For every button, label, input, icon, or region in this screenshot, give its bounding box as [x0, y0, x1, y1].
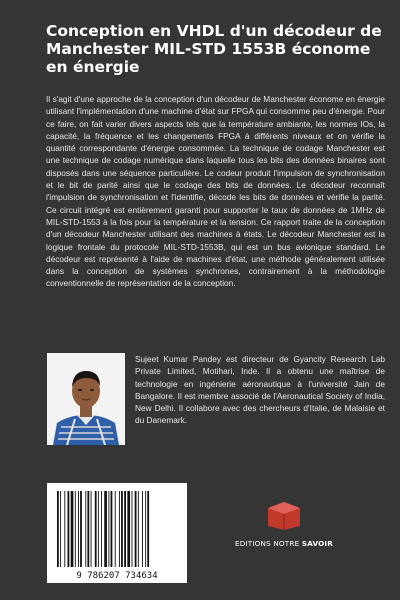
- book-summary: Il s'agit d'une approche de la conception d'un décodeur de Manchester économe en énergie utilisant l'implémentation d'une machine d'état sur FPGA qui consomme peu d'énergie. Pour ce faire, on fait varier divers aspects tels que la température ambiante, les normes IOs, la capacité, la fréquence et les changements FPGA à différents niveaux et on vérifie la quantité correspondante d'énergie consommée. La technique de codage Manchester est une technique de codage numérique dans laquelle tous les bits des données binaires sont disposés dans une séquence particulière. Le codeur produit l'impulsion de synchronisation et le bit de parité ainsi que le codage des bits de données. Le décodeur reconnaît l'impulsion de synchronisation et l'identifie, décode les bits de données et vérifie la parité. Ce circuit intégré est entièrement garanti pour supporter le taux de données de 1MHz de MIL-STD-1553 à la fois pour la température et la tension. Ce rapport traite de la conception d'un décodeur Manchester utilisant des machines à états. Le décodeur Manchester est la logique frontale du protocole MIL-STD-1553B, qui est un bus avionique standard. Le décodeur est représenté à l'aide de machines d'état, une méthode généralement utilisée dans la conception de systèmes synchrones, contrairement à la méthodologie conventionnelle de représentation de la conception.: [46, 94, 385, 289]
- barcode-digits: 9 786207 734634: [76, 571, 158, 581]
- publisher: [228, 498, 340, 548]
- publisher-name: [228, 539, 340, 548]
- publisher-name-part2: SAVOIR: [301, 539, 334, 548]
- barcode: [47, 483, 187, 583]
- publisher-name-part1: EDITIONS NOTRE: [234, 539, 302, 548]
- author-photo: [47, 353, 125, 445]
- publisher-logo-icon: [264, 498, 304, 530]
- author-bio: Sujeet Kumar Pandey est directeur de Gyancity Research Lab Private Limited, Motihari, Inde. Il a obtenu une maîtrise de technologie en ingénierie aéronautique à l'université Jain de Bangalore. Il est membre associé de l'Aeronautical Society of India, New Delhi. Il collabore avec des chercheurs d'Italie, de Malaisie et du Danemark.: [135, 354, 385, 426]
- book-title: Conception en VHDL d'un décodeur de Manchester MIL-STD 1553B économe en énergie: [46, 22, 382, 76]
